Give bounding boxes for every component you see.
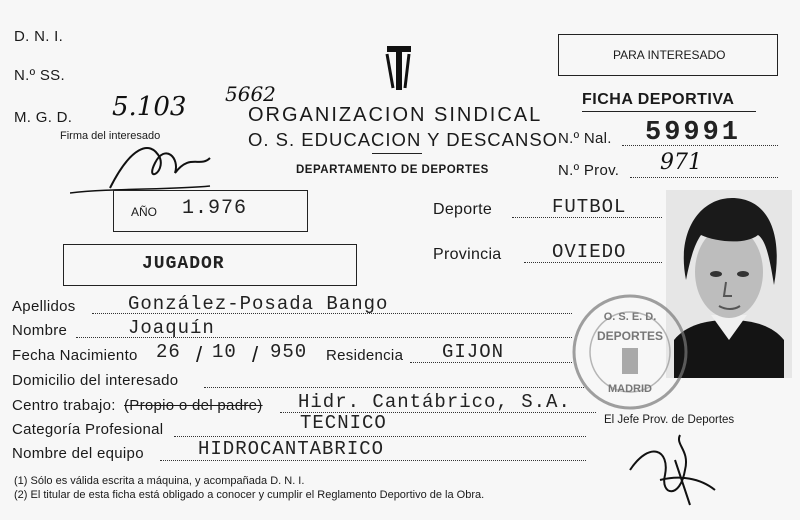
deporte-value: FUTBOL xyxy=(552,196,627,218)
nal-label: N.º Nal. xyxy=(558,130,612,147)
ficha-rule xyxy=(582,111,756,112)
centro-label: Centro trabajo: xyxy=(12,397,116,414)
nal-value: 59991 xyxy=(645,118,742,148)
fecha-mes: 10 xyxy=(212,341,237,363)
prov-label: N.º Prov. xyxy=(558,162,620,179)
jefe-label: El Jefe Prov. de Deportes xyxy=(604,414,735,426)
year-label: AÑO xyxy=(131,205,158,219)
role: JUGADOR xyxy=(142,254,225,274)
residencia-value: GIJON xyxy=(442,341,505,363)
centro-value: Hidr. Cantábrico, S.A. xyxy=(298,391,571,413)
stamp-bottom: MADRID xyxy=(608,383,652,395)
official-stamp xyxy=(570,292,690,412)
equipo-value: HIDROCANTABRICO xyxy=(198,438,385,460)
provincia-value: OVIEDO xyxy=(552,241,627,263)
department: DEPARTAMENTO DE DEPORTES xyxy=(296,164,489,176)
mgd-label: M. G. D. xyxy=(14,109,73,126)
ficha-card: D. N. I. N.º SS. M. G. D. 5.103 5662 Firma del interesado ORGANIZACION SINDICAL O. S. EDUCACION Y DESCANSO DEPARTAMENTO DE DEPORTES PARA INTERESADO FICHA DEPORTIVA N.º Nal. 59991 N.º Prov. 971 AÑO 1.976 Deporte FUTBOL Provincia OVIEDO JUGADOR Apellidos González-Posada Bango Nombre Joaquín Fecha Nacimiento 26 / 10 / 950 Residencia GIJON Domicilio del interesado Centro trabajo: (Propio o del padre) Hidr. Cantábrico, S.A. Categoría Profesional TECNICO Nombre del equipo HIDROCANTABRICO O. S. E. D. DEPORTES MADRID El Jefe Prov. de Deportes (1) Sólo es válida escrita a máquina, y acompañada D. N. I. (2) El titular de esta ficha está obligado a conocer y cumplir el Reglamento Deportivo de la Obra. xyxy=(0,0,800,520)
categoria-label: Categoría Profesional xyxy=(12,421,164,438)
fecha-anio: 950 xyxy=(270,341,308,363)
equipo-label: Nombre del equipo xyxy=(12,445,144,462)
footnote-2: (2) El titular de esta ficha está obligado a conocer y cumplir el Reglamento Deportivo de la Obra. xyxy=(14,489,485,501)
header-rule xyxy=(372,153,422,154)
deporte-label: Deporte xyxy=(433,201,493,218)
para-interesado: PARA INTERESADO xyxy=(613,48,726,62)
fecha-dia: 26 xyxy=(156,341,181,363)
nss-label: N.º SS. xyxy=(14,67,65,84)
footnote-1: (1) Sólo es válida escrita a máquina, y acompañada D. N. I. xyxy=(14,475,305,487)
nombre-value: Joaquín xyxy=(128,317,215,339)
nombre-label: Nombre xyxy=(12,322,68,339)
year-value: 1.976 xyxy=(182,197,248,220)
domicilio-label: Domicilio del interesado xyxy=(12,372,179,389)
org-line-2: O. S. EDUCACION Y DESCANSO xyxy=(248,129,559,150)
apellidos-label: Apellidos xyxy=(12,298,76,315)
stamp-mid: DEPORTES xyxy=(596,329,664,343)
centro-paren: (Propio o del padre) xyxy=(124,397,263,414)
prov-value: 971 xyxy=(660,150,702,175)
mgd-number: 5.103 xyxy=(112,92,187,122)
mgd-number-2: 5662 xyxy=(225,82,276,106)
firma-label: Firma del interesado xyxy=(60,130,161,142)
jefe-signature xyxy=(620,430,720,510)
apellidos-value: González-Posada Bango xyxy=(128,293,389,315)
dni-label: D. N. I. xyxy=(14,28,64,45)
org-line-1: ORGANIZACION SINDICAL xyxy=(248,104,543,126)
residencia-label: Residencia xyxy=(326,347,404,364)
fecha-label: Fecha Nacimiento xyxy=(12,347,138,364)
provincia-label: Provincia xyxy=(433,246,502,263)
emblem-icon xyxy=(385,44,413,94)
ficha-title: FICHA DEPORTIVA xyxy=(582,91,735,108)
categoria-value: TECNICO xyxy=(300,412,387,434)
stamp-top: O. S. E. D. xyxy=(603,311,657,323)
